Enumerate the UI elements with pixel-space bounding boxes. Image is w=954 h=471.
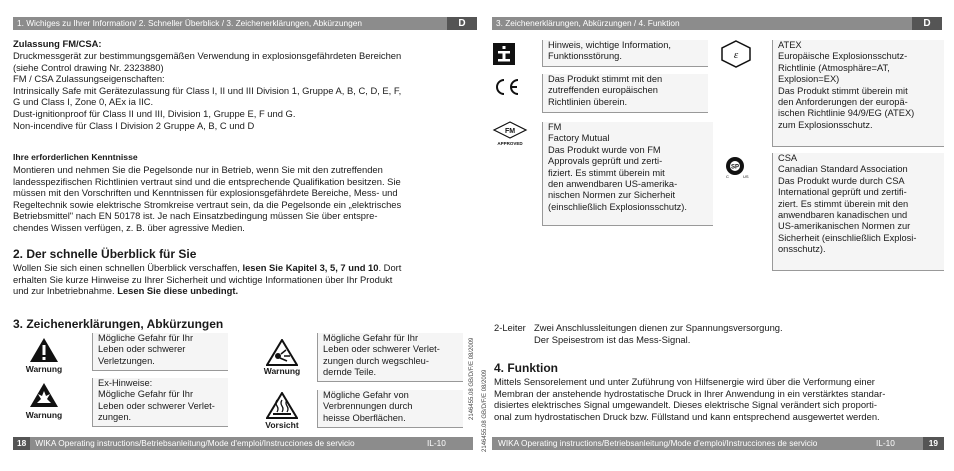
- warning-line: Leben oder schwerer Verlet-: [98, 400, 215, 411]
- info-icon: [493, 43, 515, 65]
- fm-line: Approvals geprüft und zerti-: [548, 156, 663, 167]
- approval-line: Dust-ignitionproof für Class II und III, Division 1, Gruppe E, F und G.: [13, 107, 296, 119]
- fm-line: FM: [548, 122, 562, 132]
- hinweis-line: Hinweis, wichtige Information,: [548, 40, 671, 50]
- warning-line: zungen durch wegschleu-: [323, 355, 429, 366]
- footer-code: IL-10: [876, 438, 895, 448]
- footer-text: WIKA Operating instructions/Betriebsanleitung/Mode d'emploi/Instrucciones de servicio: [498, 438, 818, 448]
- warning-line: dernde Teile.: [323, 367, 377, 378]
- section2-line: [13, 262, 401, 274]
- side-document-code: 2146455.08 GB/D/F/E 08/2009: [482, 369, 488, 452]
- svg-text:SP: SP: [730, 164, 740, 171]
- csa-line: Das Produkt wurde durch CSA: [778, 175, 905, 186]
- right-page: [482, 0, 954, 471]
- hinweis-line: Funktionsstörung.: [548, 51, 622, 62]
- approval-line: Non-incendive für Class I Division 2 Gruppe A, B, C und D: [13, 119, 255, 131]
- section2-line: [13, 285, 401, 297]
- text-run: . Dort: [378, 262, 402, 273]
- explosion-warning-icon: [29, 382, 59, 408]
- section3-heading: 3. Zeichenerklärungen, Abkürzungen: [13, 317, 224, 331]
- funktion-line: Membran der anstehende hydrostatische Druck in Ihrer Anwendung in ein verstärktes standar-: [494, 387, 886, 399]
- knowledge-line: müssen mit den Vorschriften und Kenntnissen für explosionsgefährdete Bereiche, Mess- und: [13, 187, 398, 199]
- footer-code: IL-10: [427, 438, 446, 448]
- language-badge: D: [447, 17, 477, 30]
- atex-box: [772, 40, 944, 147]
- leiter-line: Zwei Anschlussleitungen dienen zur Spannungsversorgung.: [534, 322, 783, 333]
- warning-line: Mögliche Gefahr für Ihr: [98, 333, 194, 343]
- leiter-term: 2-Leiter: [494, 322, 526, 333]
- hot-surface-icon: [266, 392, 298, 419]
- csa-line: Sicherheit (einschließlich Explosi-: [778, 232, 917, 243]
- caution-label: Vorsicht: [265, 420, 299, 430]
- warning-box: [92, 333, 228, 371]
- text-run: Wollen Sie sich einen schnellen Überblick verschaffen,: [13, 262, 243, 273]
- atex-line: Richtlinie (Atmosphäre=AT,: [778, 62, 890, 73]
- leiter-definition: [534, 322, 783, 345]
- hinweis-box: [542, 40, 708, 67]
- atex-line: Explosion=EX): [778, 74, 840, 85]
- fm-line: nischen Normen zur Sicherheit: [548, 190, 676, 201]
- csa-box: [772, 153, 944, 271]
- atex-ex-icon: [721, 40, 751, 68]
- ce-line: Das Produkt stimmt mit den: [548, 74, 663, 84]
- warning-box: [92, 378, 228, 427]
- section2-line: erhalten Sie kurze Hinweise zu Ihrer Sicherheit und wichtige Informationen über Ihr Produkt: [13, 273, 393, 285]
- ce-mark-icon: [493, 78, 521, 96]
- approval-line: Druckmessgerät zur bestimmungsgemäßen Verwendung in explosionsgefährdeten Bereichen: [13, 50, 402, 61]
- svg-text:ε: ε: [733, 49, 739, 61]
- warning-line: Leben oder schwerer Verlet-: [323, 344, 440, 355]
- csa-line: US-amerikanischen Normen zur: [778, 221, 911, 232]
- right-page-footer: [492, 437, 944, 450]
- warning-line: Verletzungen.: [98, 355, 155, 366]
- knowledge-line: chendes Wissen verfügen, z. B. über agressive Medien.: [13, 221, 245, 233]
- warning-line: Mögliche Gefahr von: [323, 390, 409, 400]
- warning-line: Ex-Hinweise:: [98, 378, 153, 388]
- csa-line: CSA: [778, 153, 798, 163]
- knowledge-line: Montieren und nehmen Sie die Pegelsonde nur in Betrieb, wenn Sie mit den zutreffenden: [13, 164, 383, 175]
- section4-heading: 4. Funktion: [494, 361, 558, 375]
- atex-line: Das Produkt stimmt überein mit: [778, 85, 908, 96]
- fm-icon-subtext: APPROVED: [497, 141, 523, 146]
- knowledge-line: Betriebsmittel" nach EN 50178 ist. Je nach Einsatzbedingung müssen Sie über entspre-: [13, 210, 378, 222]
- csa-line: Canadian Standard Association: [778, 164, 908, 175]
- right-header-text: 3. Zeichenerklärungen, Abkürzungen / 4. Funktion: [496, 18, 680, 28]
- section2-text: [13, 262, 401, 297]
- leiter-line: Der Speisestrom ist das Mess-Signal.: [534, 333, 691, 345]
- csa-mark-icon: [724, 155, 750, 179]
- svg-text:C: C: [726, 174, 729, 179]
- side-document-code: 2146455.08 GB/D/F/E 08/2009: [469, 337, 475, 420]
- section2-heading: 2. Der schnelle Überblick für Sie: [13, 247, 197, 261]
- csa-line: International geprüft und zertifi-: [778, 187, 907, 198]
- language-badge: D: [912, 17, 942, 30]
- warning-label: Warnung: [263, 366, 301, 376]
- svg-text:US: US: [743, 174, 749, 179]
- caution-box: [317, 390, 463, 428]
- knowledge-line: landesspezifischen Richtlinien vertraut sind und die entsprechende Qualifikation besitzen. Sie: [13, 175, 401, 187]
- text-run-bold: Lesen Sie diese unbedingt.: [117, 285, 239, 297]
- atex-line: ischen Richtlinie 94/9/EG (ATEX): [778, 108, 915, 119]
- knowledge-line: Regeltechnik sowie elektrische Stromkreise vertraut sein, da die Pegelsonde ein „elektrisches: [13, 198, 402, 210]
- ce-box: [542, 74, 708, 113]
- atex-line: den Anforderungen der europä-: [778, 97, 908, 108]
- left-header-text: 1. Wichiges zu Ihrer Information/ 2. Schneller Überblick / 3. Zeichenerklärungen, Abkürzungen: [17, 18, 362, 28]
- fm-icon-text: FM: [504, 128, 516, 135]
- warning-line: Mögliche Gefahr für Ihr: [98, 389, 194, 400]
- page-number: 19: [923, 437, 944, 450]
- fm-line: (einschließlich Explosionsschutz).: [548, 201, 687, 212]
- flying-parts-warning-icon: [266, 339, 298, 366]
- ce-line: Richtlinien überein.: [548, 96, 628, 107]
- csa-line: onsschutz).: [778, 244, 826, 255]
- knowledge-title: Ihre erforderlichen Kenntnisse: [13, 152, 138, 162]
- atex-line: ATEX: [778, 40, 802, 50]
- fm-line: den anwendbaren US-amerika-: [548, 179, 678, 190]
- funktion-text: [494, 376, 885, 422]
- warning-label: Warnung: [25, 410, 63, 420]
- atex-line: zum Explosionsschutz.: [778, 119, 873, 130]
- fm-approved-icon: [492, 120, 528, 148]
- text-run-bold: lesen Sie Kapitel 3, 5, 7 und 10: [242, 262, 379, 273]
- warning-line: Verbrennungen durch: [323, 401, 413, 412]
- text-run: und zur Inbetriebnahme.: [13, 285, 118, 297]
- warning-line: Leben oder schwerer: [98, 344, 186, 355]
- page-number: 18: [13, 437, 30, 450]
- atex-line: Europäische Explosionsschutz-: [778, 51, 908, 62]
- funktion-line: Mittels Sensorelement und unter Zuführung von Hilfsenergie wird über die Verformung einer: [494, 376, 875, 387]
- left-page-footer: [13, 437, 473, 450]
- approval-line: FM / CSA Zulassungseigenschaften:: [13, 73, 165, 85]
- warning-line: zungen.: [98, 412, 132, 423]
- approval-line: Intrinsically Safe mit Gerätezulassung für Class I, II und III Division 1, Gruppe A, B, C, D, E, F,: [13, 84, 402, 96]
- warning-box: [317, 333, 463, 382]
- fm-box: [542, 122, 713, 226]
- right-page-header: [492, 17, 942, 30]
- csa-line: anwendbaren kanadischen und: [778, 210, 908, 221]
- ce-line: zutreffenden europäischen: [548, 85, 658, 96]
- approval-text: [13, 50, 401, 131]
- footer-text: WIKA Operating instructions/Betriebsanleitung/Mode d'emploi/Instrucciones de servicio: [35, 438, 355, 448]
- warning-triangle-icon: [29, 337, 59, 363]
- funktion-line: disiertes elektrisches Signal umgewandelt. Dieses elektrische Signal verändert sich proporti-: [494, 399, 877, 411]
- warning-line: heisse Oberflächen.: [323, 412, 406, 423]
- fm-line: Factory Mutual: [548, 133, 610, 144]
- csa-line: ziert. Es stimmt überein mit den: [778, 198, 909, 209]
- warning-line: Mögliche Gefahr für Ihr: [323, 333, 419, 343]
- fm-line: Das Produkt wurde von FM: [548, 144, 661, 155]
- funktion-line: onal zum hydrostatischen Druck bzw. Füllstand und kann entsprechend ausgewertet werden.: [494, 410, 880, 422]
- knowledge-text: [13, 164, 401, 234]
- fm-line: fiziert. Es stimmt überein mit: [548, 167, 665, 178]
- warning-label: Warnung: [25, 364, 63, 374]
- approval-line: G und Class I, Zone 0, AEx ia IIC.: [13, 96, 154, 108]
- left-page-header: [13, 17, 477, 30]
- approval-title: Zulassung FM/CSA:: [13, 38, 102, 49]
- approval-line: (siehe Control drawing Nr. 2323880): [13, 61, 164, 73]
